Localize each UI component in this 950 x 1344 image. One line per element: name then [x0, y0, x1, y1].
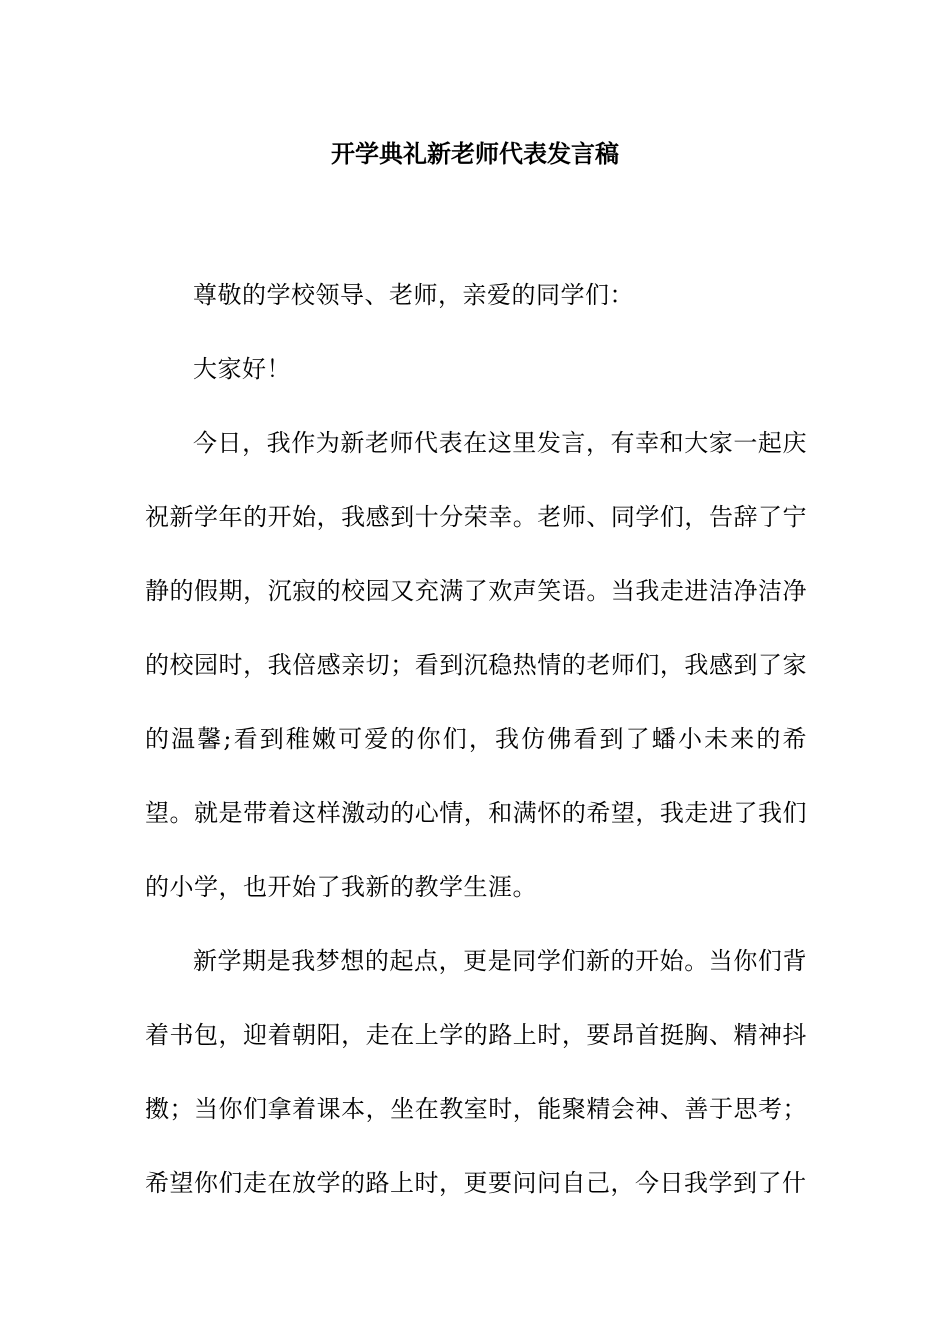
body-paragraph-2: 新学期是我梦想的起点，更是同学们新的开始。当你们背着书包，迎着朝阳，走在上学的路上时，要昂首挺胸、精神抖擞；当你们拿着课本，坐在教室时，能聚精会神、善于思考；希望你们走在放学的路上时，更要问问自己，今日我学到了什 [145, 947, 807, 1197]
body-paragraph-1: 今日，我作为新老师代表在这里发言，有幸和大家一起庆祝新学年的开始，我感到十分荣幸。老师、同学们，告辞了宁静的假期，沉寂的校园又充满了欢声笑语。当我走进洁净洁净的校园时，我倍感亲切；看到沉稳热情的老师们，我感到了家的温馨;看到稚嫩可爱的你们，我仿佛看到了蟠小未来的希望。就是带着这样激动的心情，和满怀的希望，我走进了我们的小学，也开始了我新的教学生涯。 [145, 429, 807, 901]
greeting-paragraph: 大家好！ [193, 355, 291, 383]
document-body [145, 258, 807, 1220]
document-title: 开学典礼新老师代表发言稿 [331, 139, 619, 168]
salutation-paragraph: 尊敬的学校领导、老师，亲爱的同学们： [193, 281, 634, 309]
